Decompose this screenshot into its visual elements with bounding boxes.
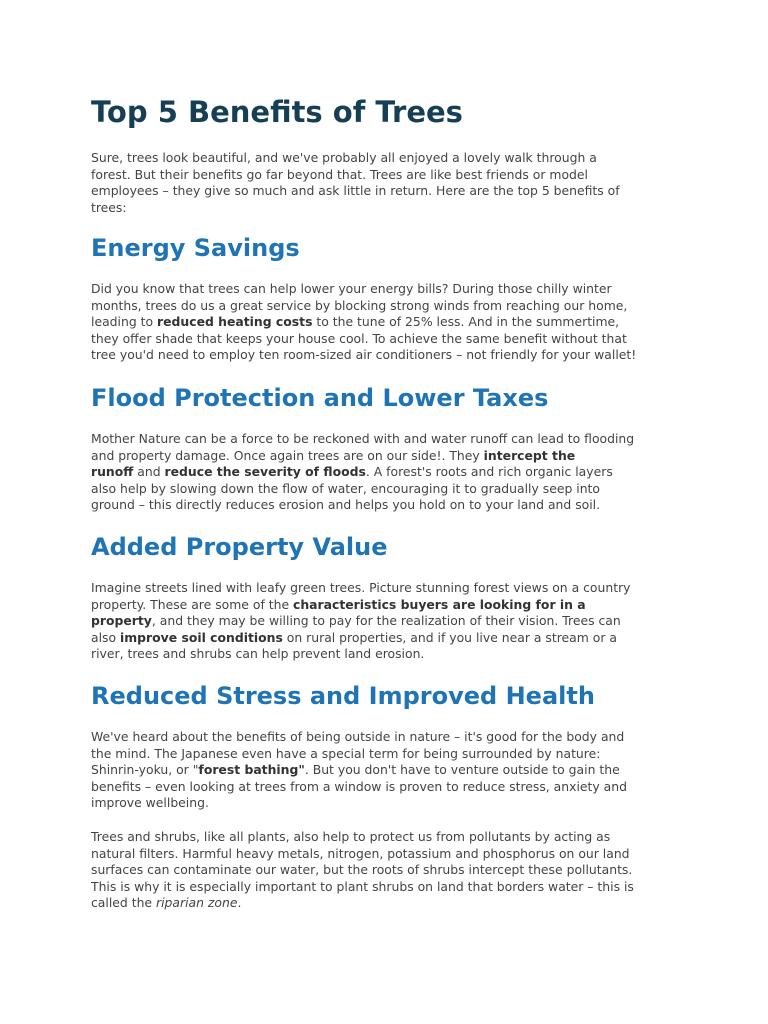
text-run: also xyxy=(91,629,121,645)
text-line xyxy=(91,762,691,779)
text-line: improve wellbeing. xyxy=(91,795,209,811)
text-line: surfaces can contaminate our water, but the roots of shrubs intercept these pollutants. xyxy=(91,862,633,878)
text-run: property. These are some of the xyxy=(91,596,294,612)
text-run: leading to xyxy=(91,314,158,330)
text-line: forest. But their benefits go far beyond that. Trees are like best friends or model xyxy=(91,166,588,182)
bold-text: improve soil conditions xyxy=(120,629,283,645)
heading-reduced-stress: Reduced Stress and Improved Health xyxy=(91,682,595,710)
text-run: and property damage. Once again trees are on our side!. They xyxy=(91,447,484,463)
bold-text: property xyxy=(91,613,152,629)
text-line: tree you'd need to employ ten room-sized air conditioners – not friendly for your wallet! xyxy=(91,347,637,363)
italic-text: riparian zone xyxy=(156,895,238,911)
text-run: to the tune of 25% less. And in the summertime, xyxy=(312,314,620,330)
heading-property-value: Added Property Value xyxy=(91,533,388,561)
bold-text: forest bathing" xyxy=(198,762,305,778)
text-line: Imagine streets lined with leafy green trees. Picture stunning forest views on a country xyxy=(91,580,631,595)
page-title: Top 5 Benefits of Trees xyxy=(91,95,463,129)
energy-paragraph xyxy=(91,281,691,364)
text-run: Shinrin-yoku, or " xyxy=(91,762,199,778)
text-run: on rural properties, and if you live near a stream or a xyxy=(282,629,617,645)
bold-text: intercept the xyxy=(483,447,576,463)
text-run: . xyxy=(237,895,242,911)
text-line: This is why it is especially important to plant shrubs on land that borders water – this is xyxy=(91,878,634,894)
property-paragraph xyxy=(91,580,691,663)
text-run: . But you don't have to venture outside to gain the xyxy=(304,762,620,778)
text-line: Sure, trees look beautiful, and we've probably all enjoyed a lovely walk through a xyxy=(91,150,597,165)
text-line: the mind. The Japanese even have a special term for being surrounded by nature: xyxy=(91,745,601,761)
flood-paragraph xyxy=(91,431,691,514)
text-line xyxy=(91,597,691,614)
text-line: Trees and shrubs, like all plants, also help to protect us from pollutants by acting as xyxy=(91,829,611,844)
heading-flood-protection: Flood Protection and Lower Taxes xyxy=(91,384,549,412)
text-line: ground – this directly reduces erosion and helps you hold on to your land and soil. xyxy=(91,497,601,513)
text-line: they offer shade that keeps your house cool. To achieve the same benefit without that xyxy=(91,330,627,346)
text-run: called the xyxy=(91,895,156,911)
stress-paragraph-2 xyxy=(91,829,691,912)
text-line: benefits – even looking at trees from a window is proven to reduce stress, anxiety and xyxy=(91,778,627,794)
text-line xyxy=(91,613,691,630)
text-line xyxy=(91,895,691,912)
text-line xyxy=(91,630,691,647)
text-line xyxy=(91,464,691,481)
intro-paragraph xyxy=(91,150,691,216)
text-line xyxy=(91,448,691,465)
text-line: employees – they give so much and ask little in return. Here are the top 5 benefits of xyxy=(91,183,620,199)
text-line: Mother Nature can be a force to be reckoned with and water runoff can lead to flooding xyxy=(91,431,635,446)
bold-text: runoff xyxy=(91,464,134,480)
text-line: Did you know that trees can help lower your energy bills? During those chilly winter xyxy=(91,281,612,296)
bold-text: reduced heating costs xyxy=(157,314,313,330)
text-line: natural filters. Harmful heavy metals, nitrogen, potassium and phosphorus on our land xyxy=(91,845,630,861)
text-run: , and they may be willing to pay for the realization of their vision. Trees can xyxy=(151,613,621,629)
text-line: river, trees and shrubs can help prevent land erosion. xyxy=(91,646,425,662)
text-run: . A forest's roots and rich organic layers xyxy=(365,464,613,480)
text-line: trees: xyxy=(91,199,127,215)
bold-text: characteristics buyers are looking for in a xyxy=(293,596,586,612)
text-line xyxy=(91,314,691,331)
text-run: and xyxy=(133,464,165,480)
heading-energy-savings: Energy Savings xyxy=(91,234,300,262)
bold-text: reduce the severity of floods xyxy=(164,464,366,480)
text-line: also help by slowing down the flow of water, encouraging it to gradually seep into xyxy=(91,480,600,496)
text-line: We've heard about the benefits of being outside in nature – it's good for the body and xyxy=(91,729,625,744)
text-line: months, trees do us a great service by blocking strong winds from reaching our home, xyxy=(91,297,628,313)
stress-paragraph-1 xyxy=(91,729,691,812)
